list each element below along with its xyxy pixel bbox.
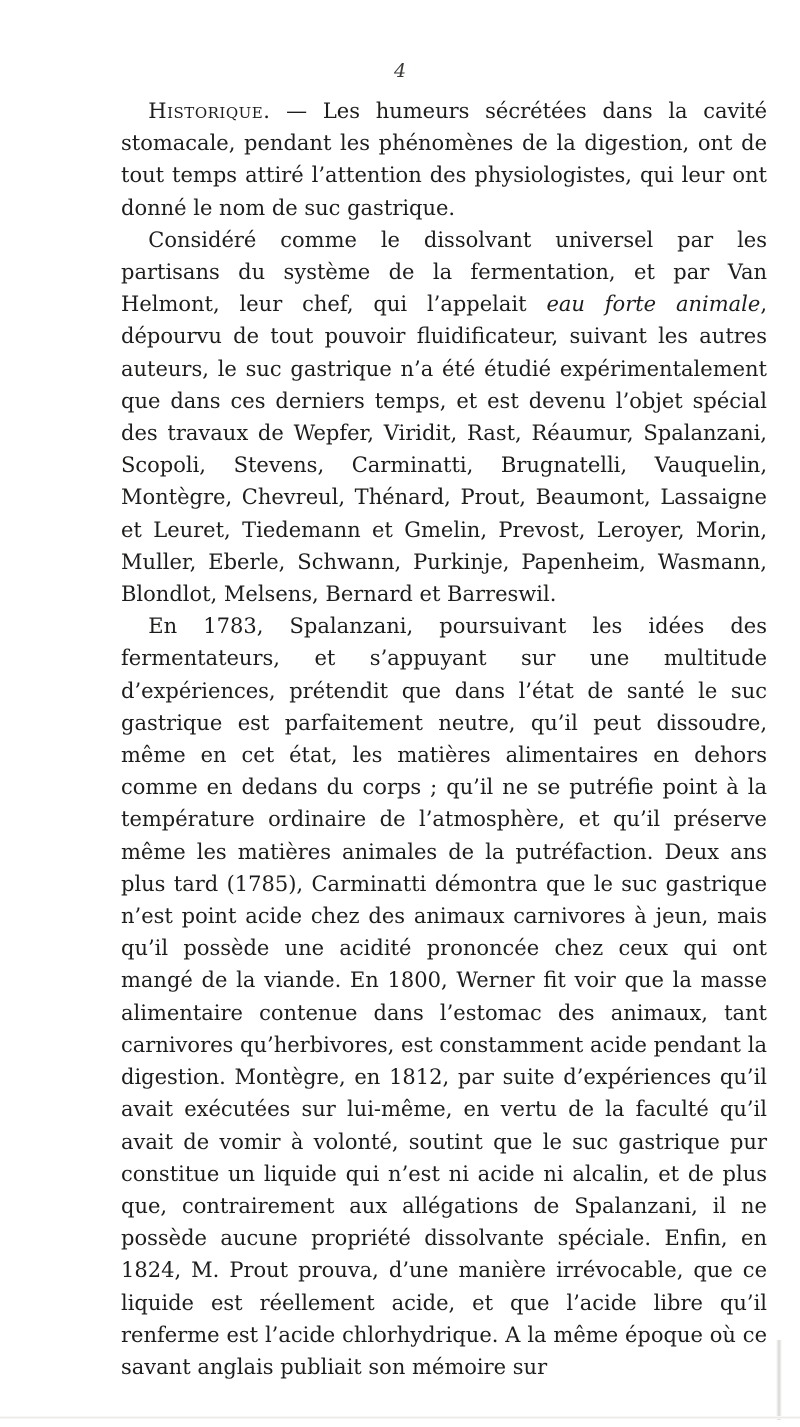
paragraph-en-1783 xyxy=(121,610,767,1383)
italic-term: eau forte animale xyxy=(546,292,761,317)
page-number: 4 xyxy=(393,60,407,82)
paragraph-text: — Les humeurs sécrétées dans la cavité stomacale, pendant les phénomènes de la digestion, ont de tout temps attiré l’attention des physiologistes, qui leur ont donné le nom de suc gastrique. xyxy=(121,99,767,220)
paragraph-historique xyxy=(121,95,767,224)
paragraph-considere xyxy=(121,224,767,610)
section-heading: Historique. xyxy=(148,99,271,123)
scan-edge-shadow xyxy=(776,1340,782,1420)
paragraph-text: En 1783, Spalanzani, poursuivant les idées des fermentateurs, et s’appuyant sur une multitude d’expériences, prétendit que dans l’état de santé le suc gastrique est parfaitement neutre, qu’il peut dissoudre, même en cet état, les matières alimentaires en dehors comme en dedans du corps ; qu’il ne se putréfie point à la température ordinaire de l’atmosphère, et qu’il préserve même les matières animales de la putréfaction. Deux ans plus tard (1785), Carminatti démontra que le suc gastrique n’est point acide chez des animaux carnivores à jeun, mais qu’il possède une acidité prononcée chez ceux qui ont mangé de la viande. En 1800, Werner fit voir que la masse alimentaire contenue dans l’estomac des animaux, tant carnivores qu’herbivores, est constamment acide pendant la digestion. Montègre, en 1812, par suite d’expériences qu’il avait exécutées sur lui-même, en vertu de la faculté qu’il avait de vomir à volonté, soutint que le suc gastrique pur constitue un liquide qui n’est ni acide ni alcalin, et de plus que, contrairement aux allégations de Spalanzani, il ne possède aucune propriété dissolvante spéciale. Enfin, en 1824, M. Prout prouva, d’une manière irrévocable, que ce liquide est réellement acide, et que l’acide libre qu’il renferme est l’acide chlorhydrique. A la même époque où ce savant anglais publiait son mémoire sur xyxy=(121,614,767,1379)
paragraph-text: , dépourvu de tout pouvoir fluidificateur, suivant les autres auteurs, le suc gastrique n’a été étudié expérimentalement que dans ces derniers temps, et est devenu l’objet spécial des travaux de Wepfer, Viridit, Rast, Réaumur, Spalanzani, Scopoli, Stevens, Carminatti, Brugnatelli, Vauquelin, Montègre, Chevreul, Thénard, Prout, Beaumont, Lassaigne et Leuret, Tiedemann et Gmelin, Prevost, Leroyer, Morin, Muller, Eberle, Schwann, Purkinje, Papenheim, Wasmann, Blondlot, Melsens, Bernard et Barreswil. xyxy=(121,292,768,607)
body-text xyxy=(121,95,767,1383)
scan-bottom-shadow xyxy=(0,1416,800,1419)
paragraph-text: Considéré comme le dissolvant universel par les partisans du système de la fermentation, et par Van Helmont, leur chef, qui l’appelait xyxy=(121,227,767,317)
